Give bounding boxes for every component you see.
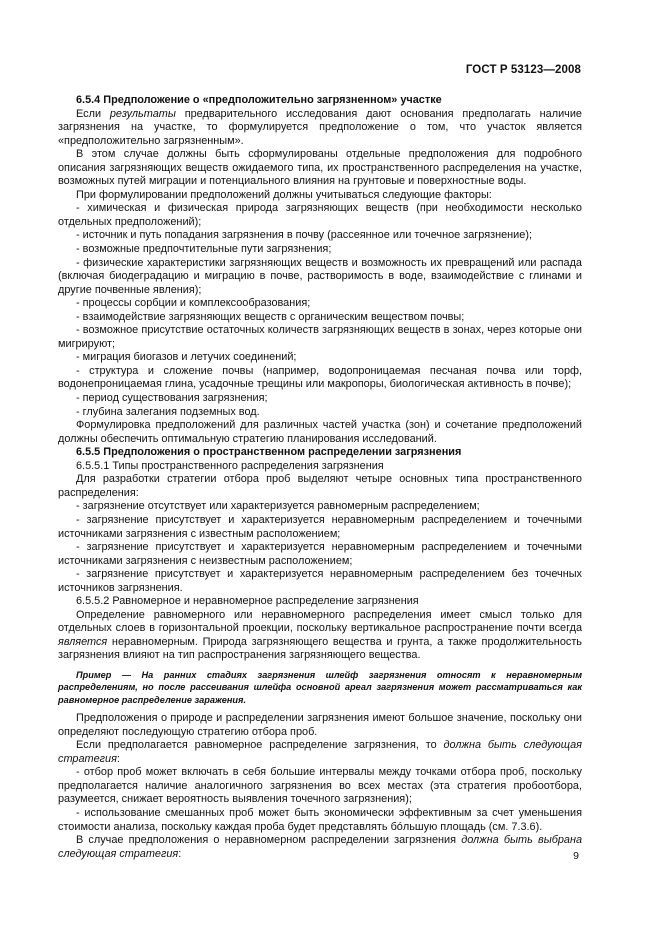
list-item: - процессы сорбции и комплексообразования; bbox=[76, 297, 311, 310]
page-number: 9 bbox=[573, 850, 579, 862]
list-item: - использование смешанных проб может быть экономически эффективным за счет уменьшения стоимости анализа, поскольку каждая проба будет представлять бóльшую площадь (см. 7.3.6). bbox=[58, 807, 582, 833]
list-item: - физические характеристики загрязняющих веществ и возможность их превращений или распада (включая биодеградацию и миграцию в почве, растворимость в воде, взаимодействие с глинами и другие почвенные явления); bbox=[58, 256, 582, 296]
subsection-6-5-5-1-title: 6.5.5.1 Типы пространственного распределения загрязнения bbox=[76, 459, 384, 472]
list-item: - загрязнение присутствует и характеризуется неравномерным распределением без точечных источников загрязнения. bbox=[58, 568, 582, 594]
paragraph: Определение равномерного или неравномерного распределения имеет смысл только для отдельных слоев в горизонтальной проекции, поскольку вертикальное распространение почти всегда является неравномерным. Природа загрязняющего вещества и грунта, а также продолжительность загрязнения влияют на тип распространения загрязняющего вещества. bbox=[58, 608, 582, 662]
emphasis: является bbox=[58, 635, 108, 648]
list-item: - структура и сложение почвы (например, водопроницаемая песчаная почва или торф, водонепроницаемая глина, усадочные трещины или макропоры, биологическая активность в почве); bbox=[58, 364, 582, 391]
list-item: - возможное присутствие остаточных количеств загрязняющих веществ в зонах, через которые они мигрируют; bbox=[58, 324, 582, 350]
list-item: - загрязнение присутствует и характеризуется неравномерным распределением и точечными источниками загрязнения с известным расположением; bbox=[58, 513, 582, 540]
emphasis: результаты bbox=[109, 107, 176, 120]
paragraph: В случае предположения о неравномерном распределении загрязнения должна быть выбрана следующая стратегия: bbox=[58, 834, 583, 860]
section-6-5-4-heading: 6.5.4 Предположение о «предположительно загрязненном» участке bbox=[76, 94, 442, 106]
document-body bbox=[58, 94, 582, 861]
list-item: - период существования загрязнения; bbox=[76, 392, 268, 405]
paragraph: В этом случае должны быть сформулированы отдельные предположения для подробного описания загрязняющих веществ ожидаемого типа, их пространственного распределения на участке, возможных путей миграции и потенциального влияния на грунтовые и поверхностные воды. bbox=[58, 148, 582, 188]
emphasis: должна быть следующая стратегия bbox=[58, 739, 582, 765]
standard-header: ГОСТ Р 53123—2008 bbox=[465, 64, 581, 76]
paragraph: Формулировка предположений для различных частей участка (зон) и сочетание предположений должны обеспечить оптимальную стратегию планирования исследований. bbox=[58, 419, 582, 445]
list-item: - загрязнение отсутствует или характеризуется равномерным распределением; bbox=[76, 500, 480, 513]
list-item: - возможные предпочтительные пути загрязнения; bbox=[76, 243, 332, 256]
example-note: Пример — На ранних стадиях загрязнения шлейф загрязнения относят к неравномерным распределениям, но после рассеивания шлейфа основной ареал загрязнения может рассматриваться как равномерное распределение заражения. bbox=[58, 669, 582, 705]
list-item: - миграция биогазов и летучих соединений; bbox=[76, 351, 297, 364]
list-item: - химическая и физическая природа загрязняющих веществ (при необходимости несколько отдельных предположений); bbox=[58, 202, 582, 228]
paragraph: Предположения о природе и распределении загрязнения имеют большое значение, поскольку они определяют последующую стратегию отбора проб. bbox=[58, 712, 582, 738]
list-item: - глубина залегания подземных вод. bbox=[76, 405, 260, 418]
paragraph: При формулировании предположений должны учитываться следующие факторы: bbox=[76, 188, 492, 201]
paragraph: Если предполагается равномерное распределение загрязнения, то должна быть следующая стратегия: bbox=[58, 739, 582, 765]
list-item: - источник и путь попадания загрязнения в почву (рассеянное или точечное загрязнение); bbox=[76, 229, 532, 242]
paragraph: Если результаты предварительного исследования дают основания предполагать наличие загрязнения на участке, то формулируется предположение о том, что участок является «предположительно загрязненным». bbox=[58, 107, 582, 147]
list-item: - взаимодействие загрязняющих веществ с органическим веществом почвы; bbox=[76, 310, 465, 323]
list-item: - отбор проб может включать в себя большие интервалы между точками отбора проб, поскольку предполагается наличие аналогичного загрязнения во всех местах (эта стратегия пробоотбора, разумеется, снижает вероятность выявления точечного загрязнения); bbox=[58, 766, 582, 806]
subsection-6-5-5-2-title: 6.5.5.2 Равномерное и неравномерное распределение загрязнения bbox=[76, 595, 419, 608]
list-item: - загрязнение присутствует и характеризуется неравномерным распределением и точечными источниками загрязнения с неизвестным расположением; bbox=[58, 541, 582, 567]
paragraph: Для разработки стратегии отбора проб выделяют четыре основных типа пространственного распределения: bbox=[58, 473, 582, 499]
section-6-5-5-heading: 6.5.5 Предположения о пространственном распределении загрязнения bbox=[76, 446, 462, 459]
emphasis: должна быть выбрана следующая стратегия bbox=[58, 834, 583, 860]
